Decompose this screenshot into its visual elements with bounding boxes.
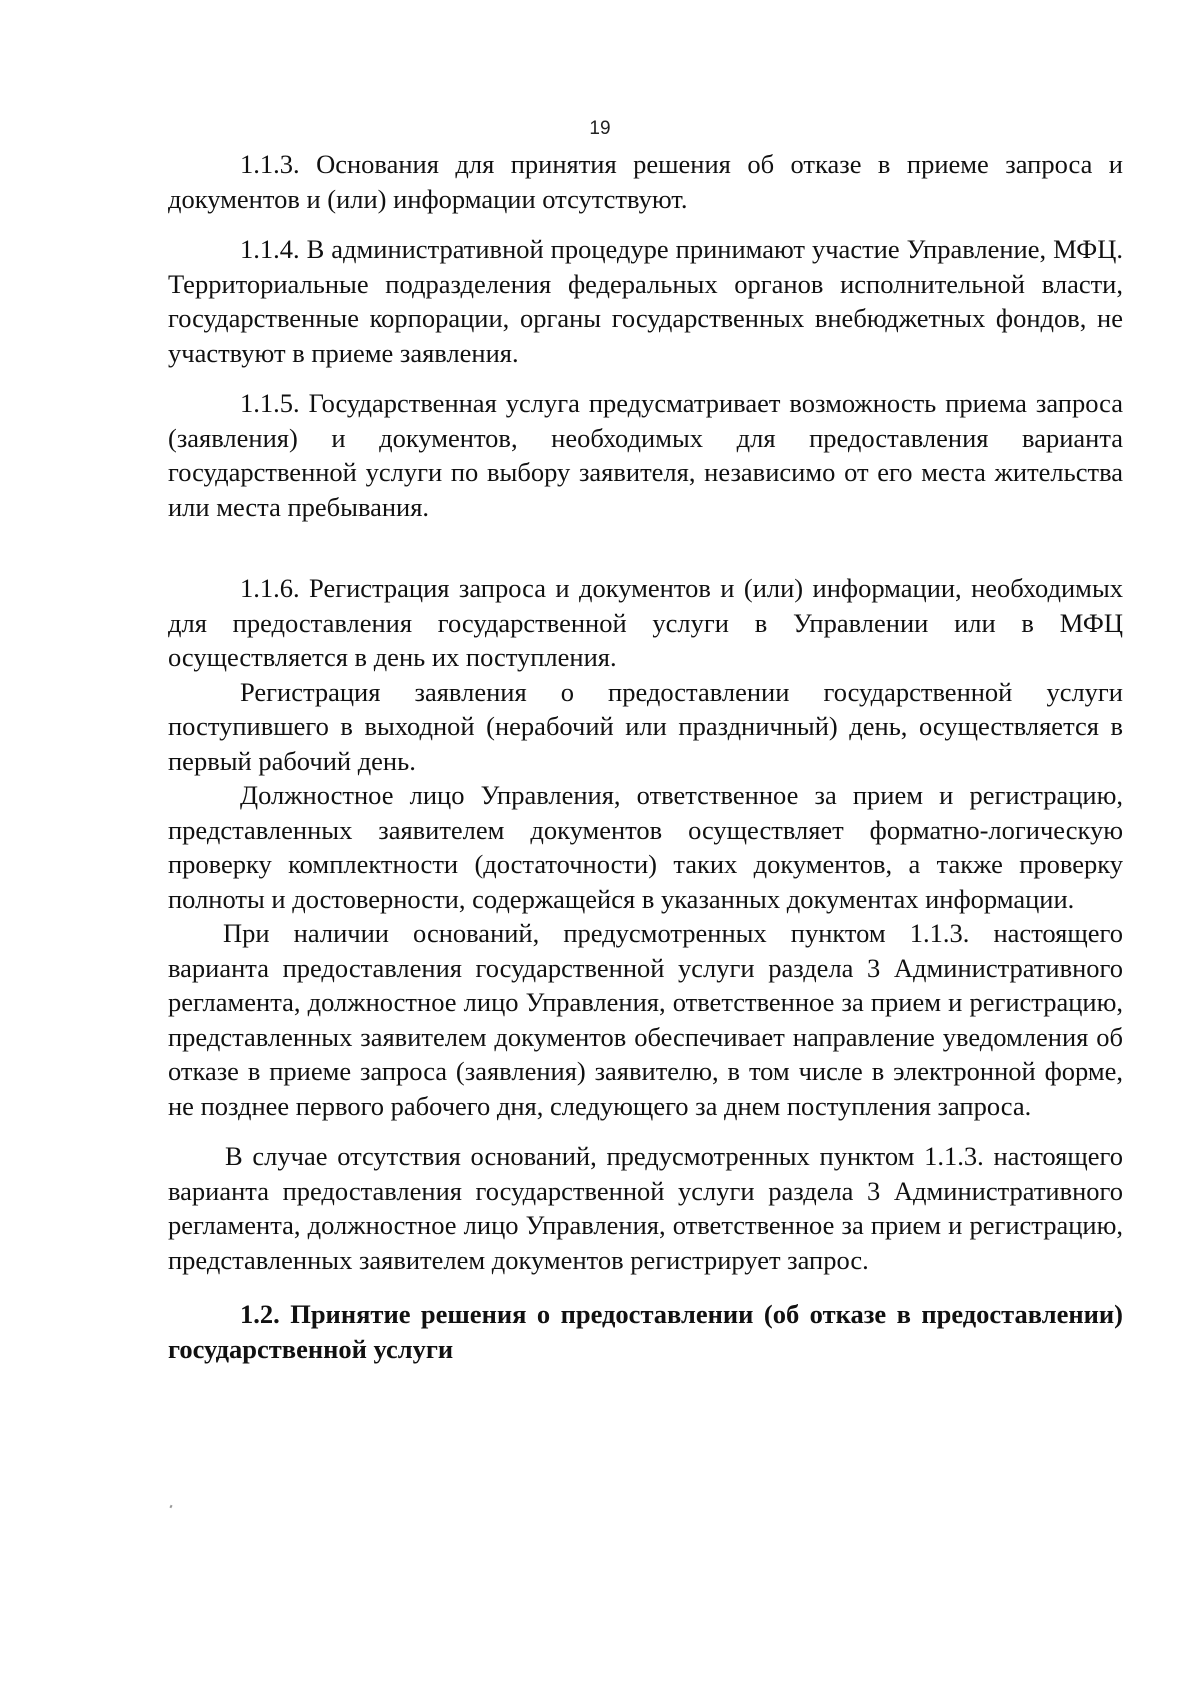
paragraph-1-1-6: 1.1.6. Регистрация запроса и документов и (или) информации, необходимых для предоставления государственной услуги в Управлении или в МФЦ осуществляется в день их поступления. (168, 573, 1123, 672)
scan-speck (169, 1505, 172, 1509)
page-number: 19 (589, 118, 611, 139)
paragraph-refusal-notice: При наличии оснований, предусмотренных пунктом 1.1.3. настоящего варианта предоставления государственной услуги раздела 3 Административного регламента, должностное лицо Управления, ответственное за прием и регистрацию, представленных заявителем документов обеспечивает направление уведомления об отказе в приеме запроса (заявления) заявителю, в том числе в электронной форме, не позднее первого рабочего дня, следующего за днем поступления запроса. (168, 918, 1123, 1121)
section-heading: 1.2. Принятие решения о предоставлении (об отказе в предоставлении) государственной услуги (168, 1299, 1123, 1364)
paragraph-holiday-registration: Регистрация заявления о предоставлении государственной услуги поступившего в выходной (нерабочий или праздничный) день, осуществляется в первый рабочий день. (168, 676, 1123, 776)
document-body (168, 147, 1123, 1366)
paragraph-1-1-3: 1.1.3. Основания для принятия решения об отказе в приеме запроса и документов и (или) информации отсутствуют. (168, 149, 1123, 214)
paragraph-1-1-4: 1.1.4. В административной процедуре принимают участие Управление, МФЦ. Территориальные подразделения федеральных органов исполнительной власти, государственные корпорации, органы государственных внебюджетных фондов, не участвуют в приеме заявления. (168, 234, 1123, 368)
paragraph-official-check: Должностное лицо Управления, ответственное за прием и регистрацию, представленных заявителем документов осуществляет форматно-логическую проверку комплектности (достаточности) таких документов, а также проверку полноты и достоверности, содержащейся в указанных документах информации. (168, 780, 1123, 914)
paragraph-1-1-5: 1.1.5. Государственная услуга предусматривает возможность приема запроса (заявления) и документов, необходимых для предоставления варианта государственной услуги по выбору заявителя, независимо от его места жительства или места пребывания. (168, 388, 1123, 522)
paragraph-request-registration: В случае отсутствия оснований, предусмотренных пунктом 1.1.3. настоящего варианта предоставления государственной услуги раздела 3 Административного регламента, должностное лицо Управления, ответственное за прием и регистрацию, представленных заявителем документов регистрирует запрос. (168, 1141, 1123, 1275)
